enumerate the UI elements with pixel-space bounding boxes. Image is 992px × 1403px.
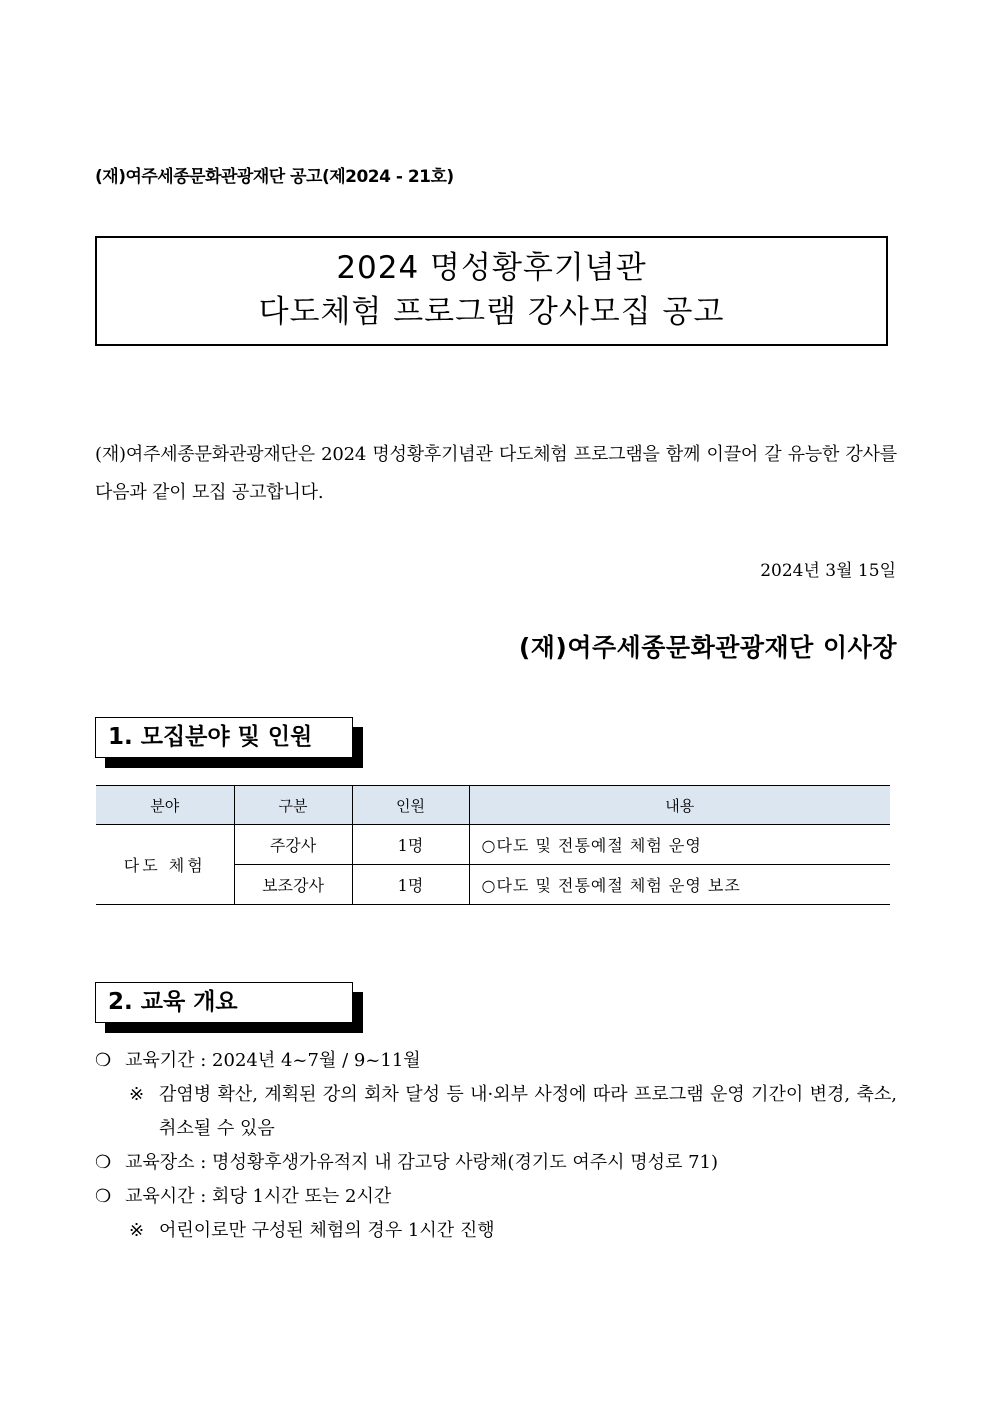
header-type: 구분: [234, 786, 352, 825]
time-note-text: 어린이로만 구성된 체험의 경우 1시간 진행: [159, 1220, 495, 1241]
type-cell: 주강사: [234, 825, 352, 865]
content-cell: ○다도 및 전통예절 체험 운영 보조: [469, 865, 890, 905]
title-line-2: 다도체험 프로그램 강사모집 공고: [258, 294, 725, 330]
header-content: 내용: [469, 786, 890, 825]
list-item: [95, 1044, 897, 1078]
list-item: [95, 1146, 897, 1180]
note-mark-icon: ※: [129, 1220, 145, 1241]
recruitment-table: [96, 785, 890, 905]
bullet-icon: ❍: [95, 1050, 112, 1071]
place-text: 교육장소 : 명성황후생가유적지 내 감고당 사랑채(경기도 여주시 명성로 71): [125, 1152, 719, 1173]
list-item: [95, 1078, 897, 1146]
education-outline: [95, 1044, 897, 1248]
header-field: 분야: [96, 786, 234, 825]
intro-paragraph: (재)여주세종문화관광재단은 2024 명성황후기념관 다도체험 프로그램을 함께 이끌어 갈 유능한 강사를 다음과 같이 모집 공고합니다.: [95, 444, 897, 503]
title-box: [95, 236, 888, 346]
content-cell: ○다도 및 전통예절 체험 운영: [469, 825, 890, 865]
note-mark-icon: ※: [129, 1084, 145, 1105]
count-cell: 1명: [352, 865, 469, 905]
section2-heading: [95, 982, 353, 1023]
title-line-1: 2024 명성황후기념관: [336, 250, 647, 286]
list-item: [95, 1214, 897, 1248]
signatory: (재)여주세종문화관광재단 이사장: [518, 633, 897, 662]
period-text: 교육기간 : 2024년 4~7월 / 9~11월: [125, 1050, 421, 1071]
table-row: [96, 825, 890, 865]
header-count: 인원: [352, 786, 469, 825]
bullet-icon: ❍: [95, 1152, 112, 1173]
announcement-date: 2024년 3월 15일: [760, 561, 896, 581]
notice-number: (재)여주세종문화관광재단 공고(제2024 - 21호): [95, 167, 454, 187]
period-note-text: 감염병 확산, 계획된 강의 회차 달성 등 내·외부 사정에 따라 프로그램 운영 기간이 변경, 축소, 취소될 수 있음: [159, 1084, 897, 1139]
bullet-icon: ❍: [95, 1186, 112, 1207]
count-cell: 1명: [352, 825, 469, 865]
list-item: [95, 1180, 897, 1214]
table-header-row: [96, 786, 890, 825]
section1-heading-label: 1. 모집분야 및 인원: [95, 717, 353, 758]
time-text: 교육시간 : 회당 1시간 또는 2시간: [125, 1186, 392, 1207]
type-cell: 보조강사: [234, 865, 352, 905]
section2-heading-label: 2. 교육 개요: [95, 982, 353, 1023]
section1-heading: [95, 717, 353, 758]
field-cell: 다도 체험: [96, 825, 234, 905]
